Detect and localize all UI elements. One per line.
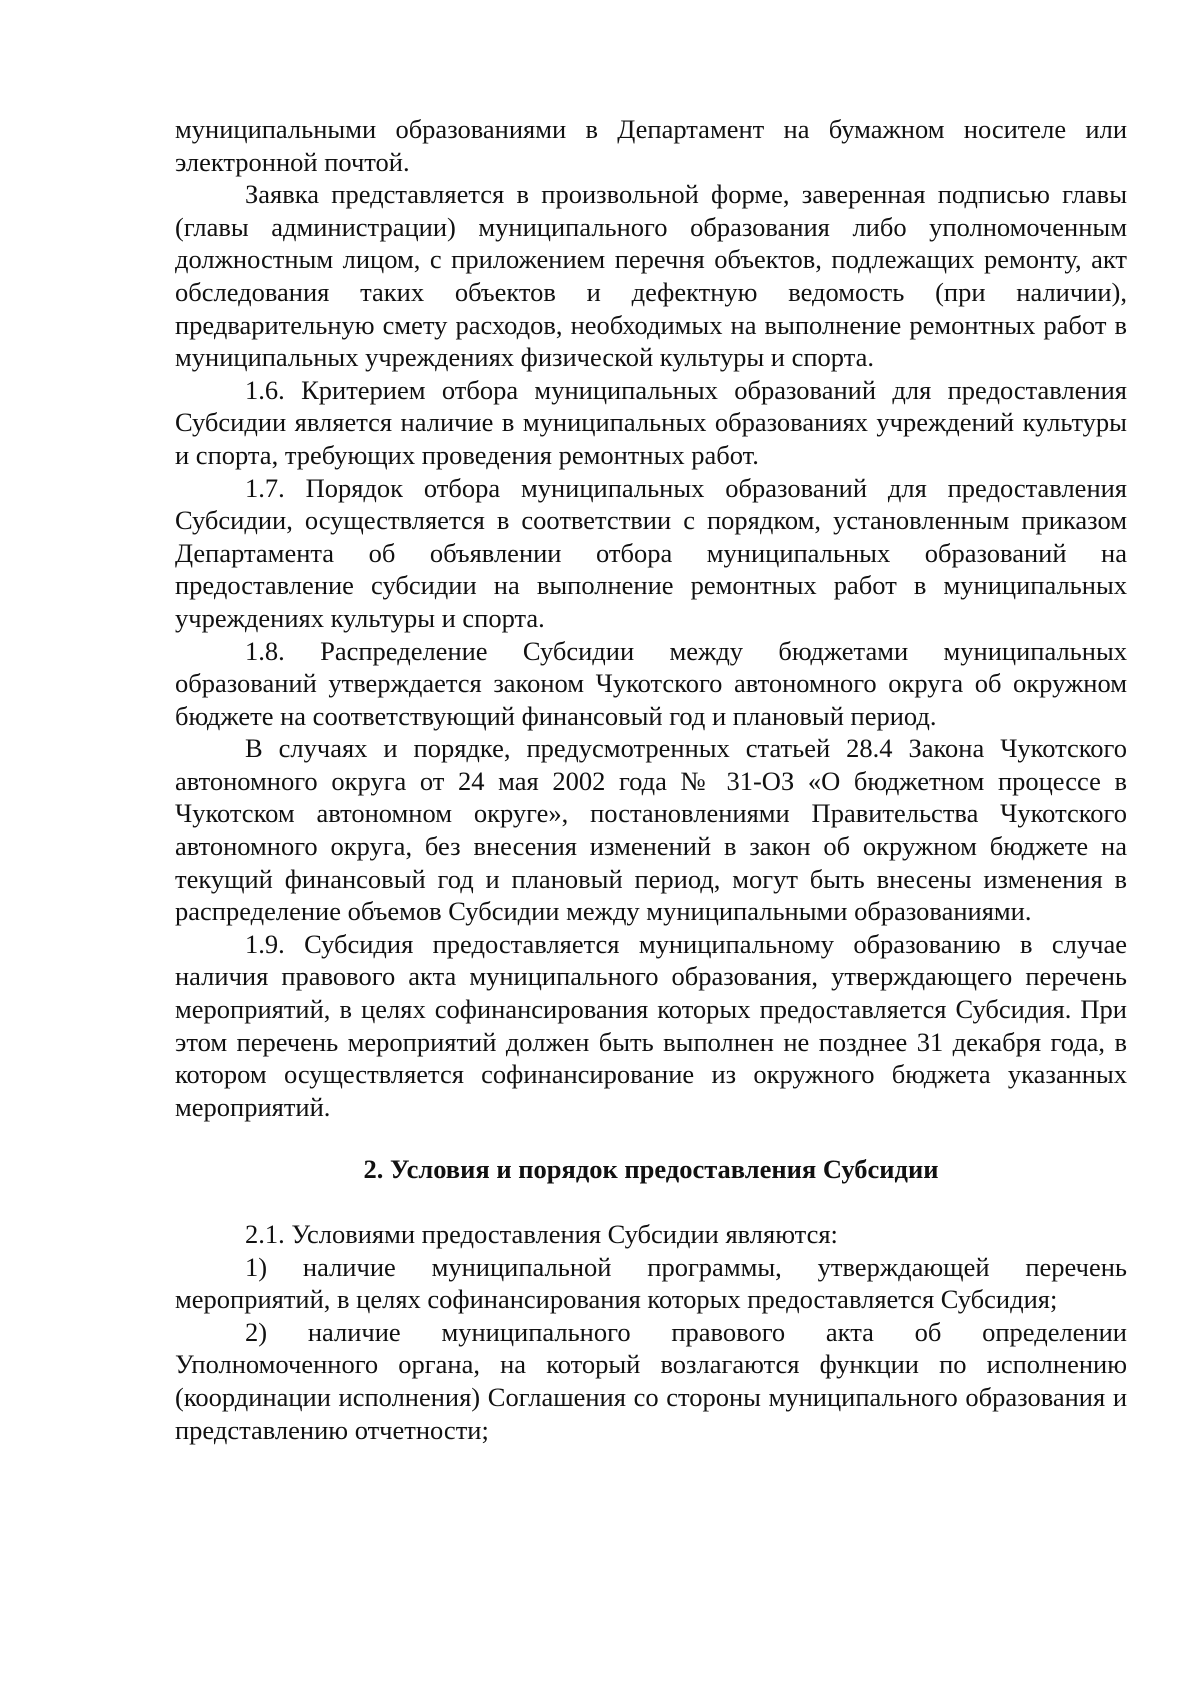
paragraph-2-1: 2.1. Условиями предоставления Субсидии являются: <box>245 1219 838 1249</box>
paragraph-cases: В случаях и порядке, предусмотренных статьей 28.4 Закона Чукотского автономного округа от 24 мая 2002 года № 31-ОЗ «О бюджетном процессе в Чукотском автономном округе», постановлениями Правительства Чукотского автономного округа, без внесения изменений в закон об окружном бюджете на текущий финансовый год и плановый период, могут быть внесены изменения в распределение объемов Субсидии между муниципальными образованиями. <box>175 733 1127 927</box>
paragraph-application: Заявка представляется в произвольной форме, заверенная подписью главы (главы администрации) муниципального образования либо уполномоченным должностным лицом, с приложением перечня объектов, подлежащих ремонту, акт обследования таких объектов и дефектную ведомость (при наличии), предварительную смету расходов, необходимых на выполнение ремонтных работ в муниципальных учреждениях физической культуры и спорта. <box>175 179 1127 373</box>
paragraph-continuation: муниципальными образованиями в Департамент на бумажном носителе или электронной почтой. <box>175 114 1127 177</box>
section-heading: 2. Условия и порядок предоставления Субсидии <box>363 1154 939 1185</box>
paragraph-1-6: 1.6. Критерием отбора муниципальных образований для предоставления Субсидии является наличие в муниципальных образованиях учреждений культуры и спорта, требующих проведения ремонтных работ. <box>175 374 1127 470</box>
list-item-2: 2) наличие муниципального правового акта об определении Уполномоченного органа, на который возлагаются функции по исполнению (координации исполнения) Соглашения со стороны муниципального образования и представлению отчетности; <box>175 1316 1127 1445</box>
document-body <box>175 113 1127 1446</box>
paragraph-1-7: 1.7. Порядок отбора муниципальных образований для предоставления Субсидии, осуществляется в соответствии с порядком, установленным приказом Департамента об объявлении отбора муниципальных образований на предоставление субсидии на выполнение ремонтных работ в муниципальных учреждениях культуры и спорта. <box>175 472 1127 633</box>
list-item-1: 1) наличие муниципальной программы, утверждающей перечень мероприятий, в целях софинансирования которых предоставляется Субсидия; <box>175 1251 1127 1315</box>
paragraph-1-8: 1.8. Распределение Субсидии между бюджетами муниципальных образований утверждается законом Чукотского автономного округа об окружном бюджете на соответствующий финансовый год и плановый период. <box>175 635 1127 731</box>
paragraph-1-9: 1.9. Субсидия предоставляется муниципальному образованию в случае наличия правового акта муниципального образования, утверждающего перечень мероприятий, в целях софинансирования которых предоставляется Субсидия. При этом перечень мероприятий должен быть выполнен не позднее 31 декабря года, в котором осуществляется софинансирование из окружного бюджета указанных мероприятий. <box>175 928 1127 1122</box>
